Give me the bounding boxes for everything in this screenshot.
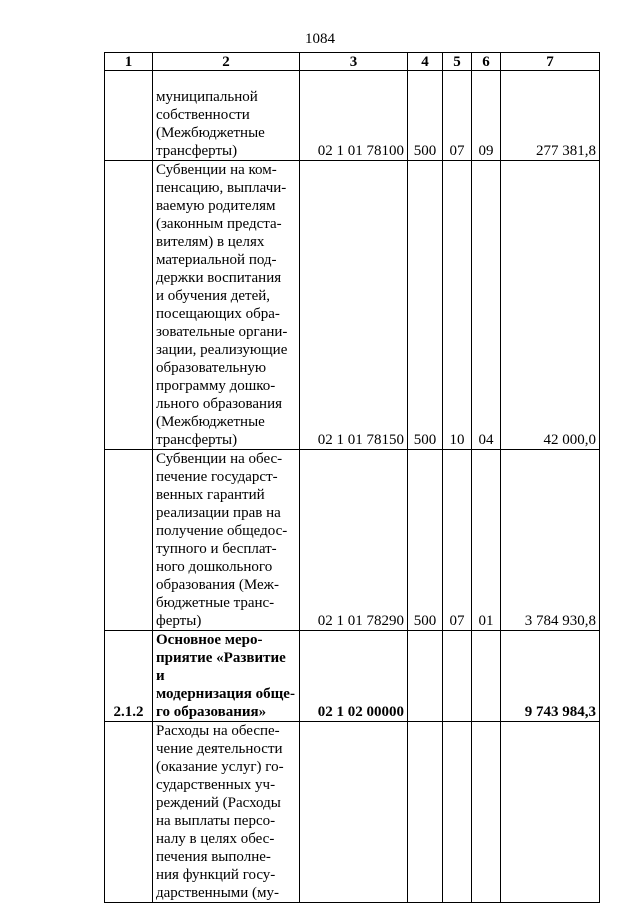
column-header: 3 [300, 53, 408, 71]
table-row-section [105, 631, 600, 722]
table-row [105, 71, 600, 161]
row-code: 02 1 01 78290 [300, 450, 408, 631]
table-row [105, 722, 600, 903]
row-col6: 04 [472, 161, 501, 450]
row-sum: 42 000,0 [501, 161, 600, 450]
row-code [300, 722, 408, 903]
row-name: Основное меро- приятие «Развитие и модернизация обще- го образования» [153, 631, 300, 722]
row-col4: 500 [408, 71, 443, 161]
row-sum: 3 784 930,8 [501, 450, 600, 631]
column-header: 2 [153, 53, 300, 71]
row-col5: 10 [443, 161, 472, 450]
row-code: 02 1 01 78100 [300, 71, 408, 161]
row-name: муниципальной собственности (Межбюджетные трансферты) [153, 71, 300, 161]
column-header: 7 [501, 53, 600, 71]
row-sum: 9 743 984,3 [501, 631, 600, 722]
page-number: 1084 [305, 31, 335, 47]
row-number [105, 450, 153, 631]
row-col6 [472, 631, 501, 722]
row-col4 [408, 631, 443, 722]
row-number [105, 722, 153, 903]
row-name: Субвенции на ком- пенсацию, выплачи- ваемую родителям (законным предста- вителям) в целях материальной под- держки воспитания и обучения детей, посещающих обра- зовательные органи- зации, реализующие образовательную программу дошко- льного образования (Межбюджетные трансферты) [153, 161, 300, 450]
row-col5: 07 [443, 71, 472, 161]
row-code: 02 1 02 00000 [300, 631, 408, 722]
row-sum: 277 381,8 [501, 71, 600, 161]
row-col6: 01 [472, 450, 501, 631]
row-col5 [443, 631, 472, 722]
row-col5: 07 [443, 450, 472, 631]
row-col4 [408, 722, 443, 903]
row-number [105, 161, 153, 450]
row-name: Расходы на обеспе- чение деятельности (оказание услуг) го- сударственных уч- реждений (Расходы на выплаты персо- налу в целях обес- печения выполне- ния функций госу- дарственными (му- [153, 722, 300, 903]
column-header: 6 [472, 53, 501, 71]
row-col4: 500 [408, 450, 443, 631]
column-header: 5 [443, 53, 472, 71]
column-header: 1 [105, 53, 153, 71]
row-col6 [472, 722, 501, 903]
row-number [105, 71, 153, 161]
row-col4: 500 [408, 161, 443, 450]
column-header: 4 [408, 53, 443, 71]
row-col6: 09 [472, 71, 501, 161]
row-number: 2.1.2 [105, 631, 153, 722]
row-name: Субвенции на обес- печение государст- венных гарантий реализации прав на получение общедос- тупного и бесплат- ного дошкольного образования (Меж- бюджетные транс- ферты) [153, 450, 300, 631]
table-row [105, 450, 600, 631]
row-code: 02 1 01 78150 [300, 161, 408, 450]
table-row [105, 161, 600, 450]
table-header-row [105, 53, 600, 71]
budget-table [104, 52, 600, 903]
row-col5 [443, 722, 472, 903]
row-sum [501, 722, 600, 903]
